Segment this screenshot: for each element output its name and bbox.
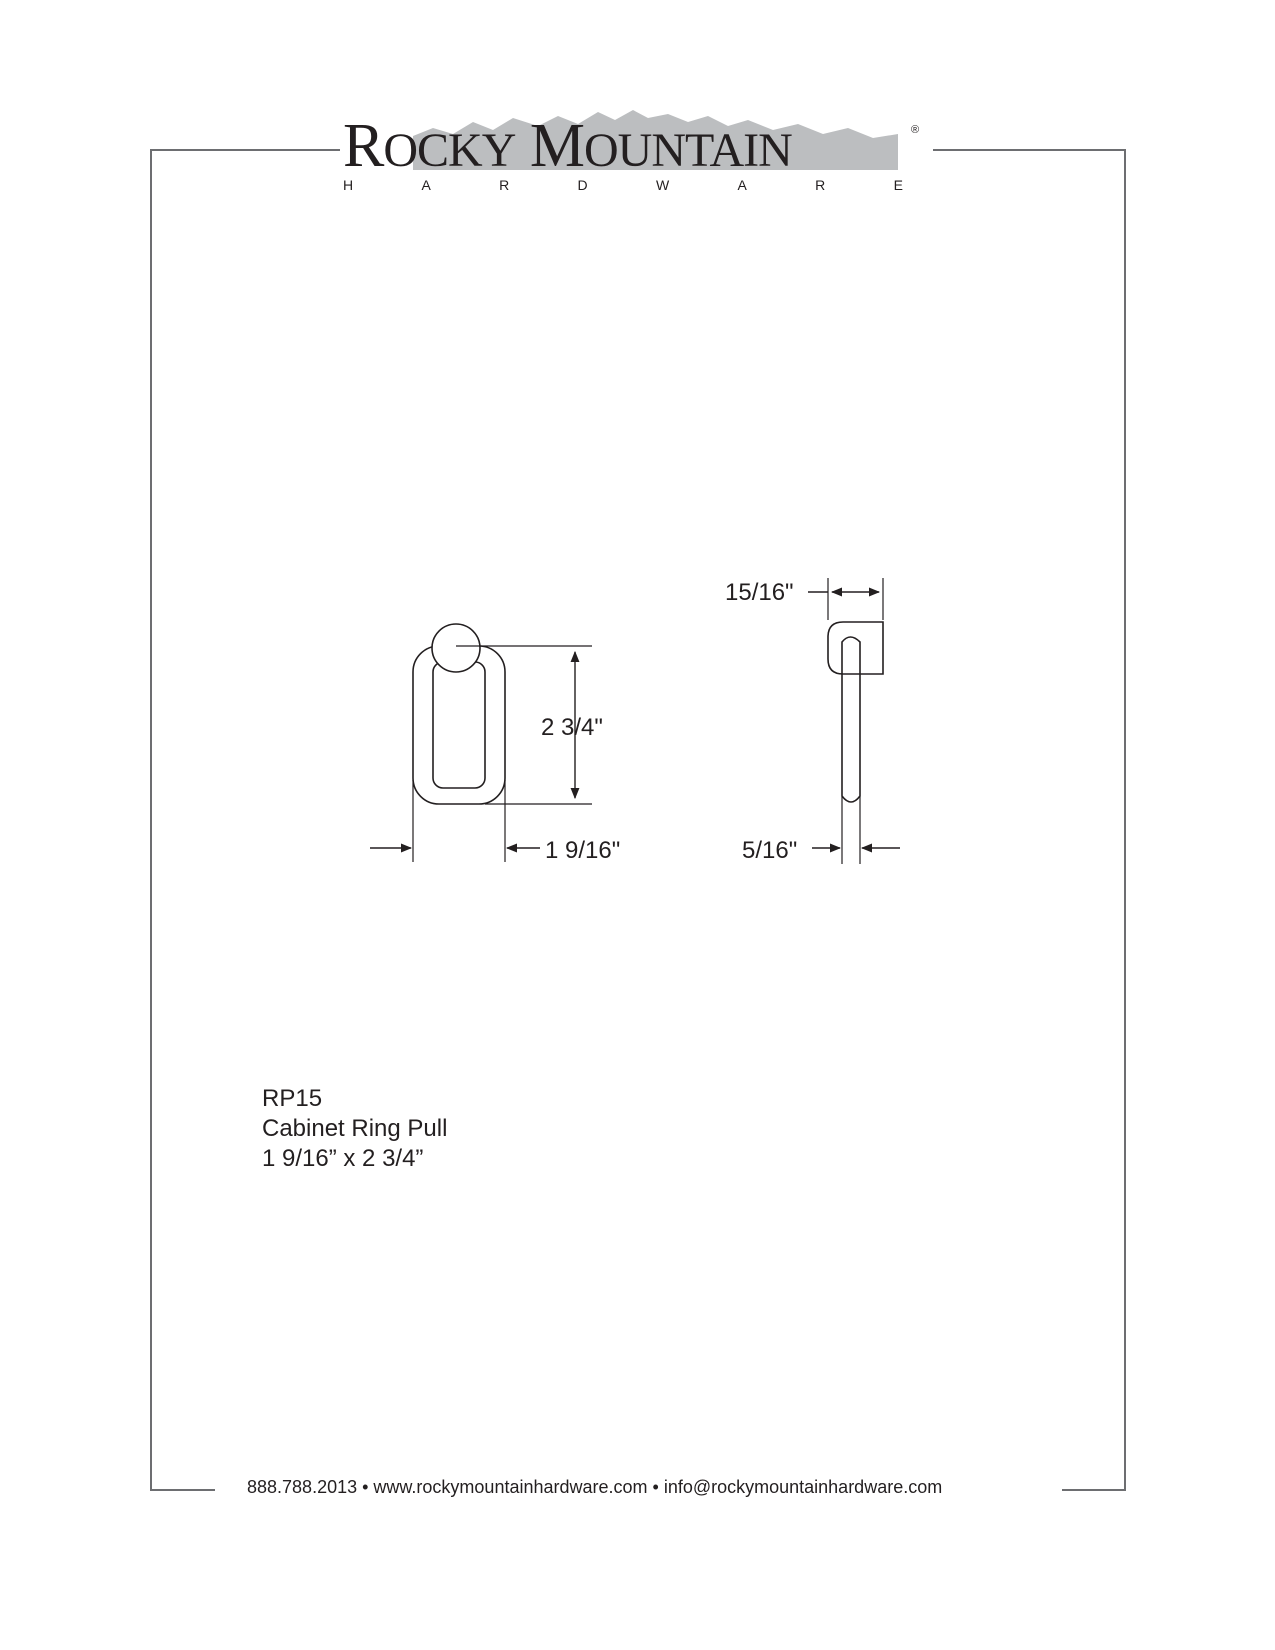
side-ring <box>842 637 860 802</box>
brand-sub-letter: H <box>343 177 354 193</box>
brand-sub-letter: R <box>499 177 510 193</box>
product-size: 1 9/16” x 2 3/4” <box>262 1145 424 1172</box>
product-name: Cabinet Ring Pull <box>262 1115 448 1142</box>
brand-sub-letter: A <box>737 177 747 193</box>
front-width-label: 1 9/16" <box>545 837 621 864</box>
registered-mark: ® <box>911 124 920 136</box>
side-thickness-label: 5/16" <box>742 837 798 864</box>
product-info <box>262 1084 447 1174</box>
rosette <box>432 624 480 672</box>
side-view <box>808 578 900 864</box>
brand-sub-letter: E <box>893 177 903 193</box>
side-rosette <box>828 622 883 674</box>
front-view <box>370 624 592 862</box>
product-code: RP15 <box>262 1085 323 1112</box>
side-depth-label: 15/16" <box>725 579 794 606</box>
ring-inner <box>433 662 485 788</box>
brand-sub-letter: R <box>815 177 826 193</box>
contact-footer: 888.788.2013 • www.rockymountainhardware.com • info@rockymountainhardware.com <box>247 1477 943 1497</box>
brand-name: ROCKY MOUNTAIN <box>343 112 792 180</box>
brand-sub-letter: A <box>421 177 431 193</box>
front-height-label: 2 3/4" <box>541 714 603 741</box>
brand-sub-letter: D <box>577 177 588 193</box>
brand-sub-letter: W <box>655 177 670 193</box>
